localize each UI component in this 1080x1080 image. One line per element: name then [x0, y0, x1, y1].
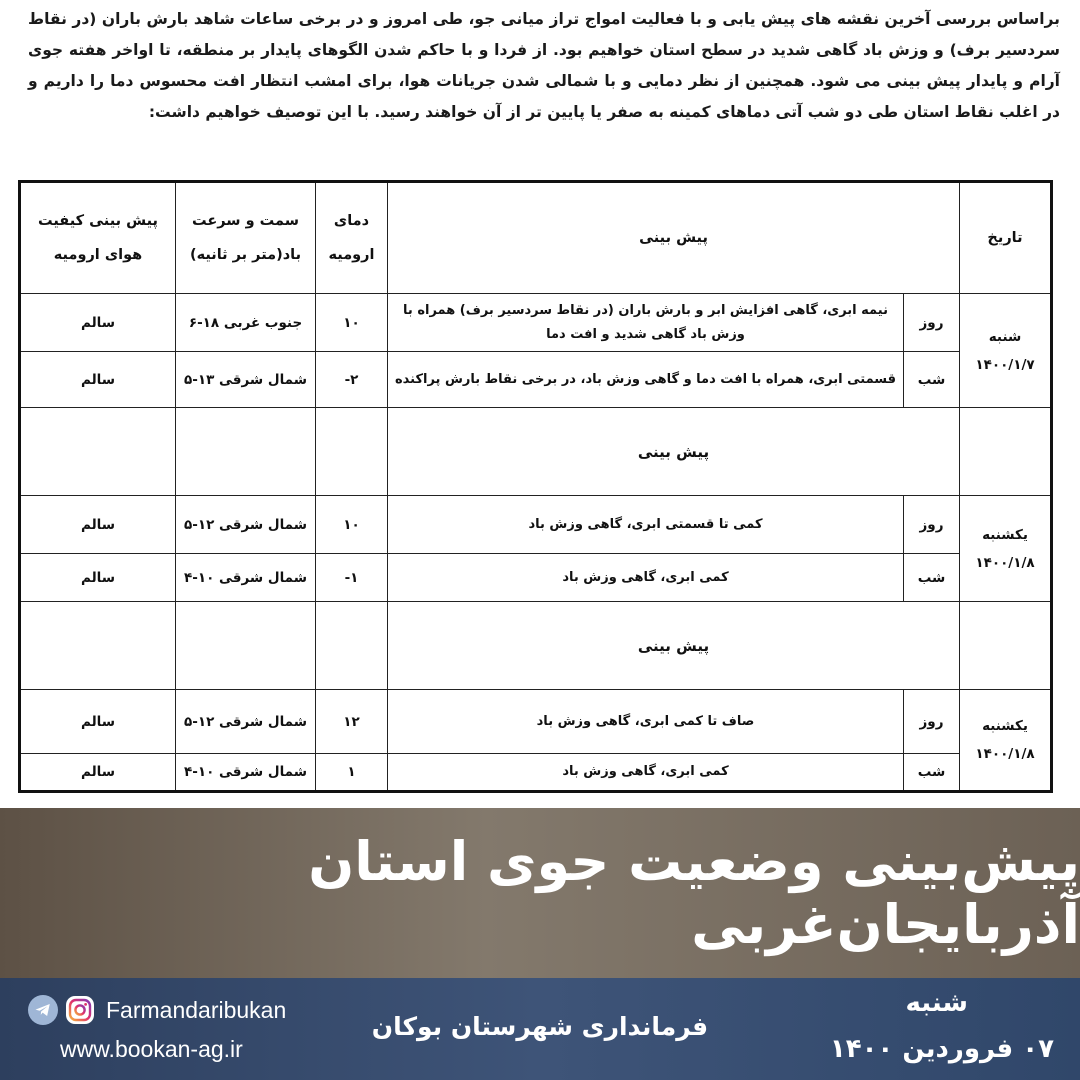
forecast-cell: کمی ابری، گاهی وزش باد	[388, 554, 904, 602]
date-cell: شنبه ۱۴۰۰/۱/۷	[960, 294, 1052, 408]
period-cell: شب	[904, 554, 960, 602]
header-temp: دمای ارومیه	[316, 182, 388, 294]
date-cell: یکشنبه ۱۴۰۰/۱/۸	[960, 690, 1052, 792]
period-cell: روز	[904, 294, 960, 352]
empty-cell	[960, 602, 1052, 690]
footer-day: شنبه	[905, 988, 968, 1018]
forecast-cell: نیمه ابری، گاهی افزایش ابر و بارش باران (در نقاط سردسیر برف) همراه با وزش باد گاهی شدید و افت دما	[388, 294, 904, 352]
air-quality-cell: سالم	[20, 496, 176, 554]
empty-cell	[20, 602, 176, 690]
air-quality-cell: سالم	[20, 554, 176, 602]
table-row	[20, 352, 1052, 408]
period-cell: شب	[904, 754, 960, 792]
website-link[interactable]: www.bookan-ag.ir	[60, 1036, 243, 1062]
empty-cell	[316, 602, 388, 690]
section-label: پیش بینی	[388, 408, 960, 496]
empty-cell	[960, 408, 1052, 496]
wind-cell: شمال شرقی ۱۰-۴	[176, 554, 316, 602]
temp-cell: ۲-	[316, 352, 388, 408]
table-row	[20, 496, 1052, 554]
forecast-cell: کمی تا قسمتی ابری، گاهی وزش باد	[388, 496, 904, 554]
header-date: تاریخ	[960, 182, 1052, 294]
intro-paragraph: براساس بررسی آخرین نقشه های پیش یابی و با فعالیت امواج تراز میانی جو، طی امروز و در برخی ساعات شاهد بارش باران (در نقاط سردسیر برف) و وزش باد گاهی شدید در سطح استان خواهیم بود. از فردا و با حاکم شدن الگوهای پایدار بر منطقه، تا اواخر هفته جوی آرام و پایدار پیش بینی می شود. همچنین از نظر دمایی و با شمالی شدن جریانات هوا، برای امشب انتظار افت محسوس دما را داریم و در اغلب نقاط استان طی دو شب آتی دماهای کمینه به صفر یا پایین تر از آن خواهند رسید. با این توصیف خواهیم داشت:	[28, 10, 1060, 121]
wind-cell: شمال شرقی ۱۲-۵	[176, 690, 316, 754]
empty-cell	[176, 408, 316, 496]
air-quality-cell: سالم	[20, 352, 176, 408]
empty-cell	[176, 602, 316, 690]
header-forecast: پیش بینی	[388, 182, 960, 294]
headline-banner	[0, 808, 1080, 978]
period-cell: روز	[904, 496, 960, 554]
headline-title: پیش‌بینی وضعیت جوی استان آذربایجان‌غربی	[308, 830, 1080, 956]
temp-cell: ۱۰	[316, 294, 388, 352]
date-cell: یکشنبه ۱۴۰۰/۱/۸	[960, 496, 1052, 602]
table-section-row	[20, 602, 1052, 690]
organization-name: فرمانداری شهرستان بوکان	[371, 1012, 709, 1041]
period-cell: شب	[904, 352, 960, 408]
air-quality-cell: سالم	[20, 690, 176, 754]
forecast-cell: صاف تا کمی ابری، گاهی وزش باد	[388, 690, 904, 754]
air-quality-cell: سالم	[20, 754, 176, 792]
footer-date: ۰۷ فروردین ۱۴۰۰	[829, 1034, 1054, 1064]
empty-cell	[316, 408, 388, 496]
instagram-icon[interactable]	[66, 996, 94, 1024]
air-quality-cell: سالم	[20, 294, 176, 352]
social-links	[28, 994, 286, 1026]
table-row	[20, 754, 1052, 792]
table-row	[20, 294, 1052, 352]
period-cell: روز	[904, 690, 960, 754]
table-section-row	[20, 408, 1052, 496]
header-wind: سمت و سرعت باد(متر بر ثانیه)	[176, 182, 316, 294]
table-row	[20, 690, 1052, 754]
social-handle[interactable]: Farmandaribukan	[106, 996, 287, 1023]
table-header-row	[20, 182, 1052, 294]
temp-cell: ۱	[316, 754, 388, 792]
section-label: پیش بینی	[388, 602, 960, 690]
forecast-cell: قسمتی ابری، همراه با افت دما و گاهی وزش باد، در برخی نقاط بارش پراکنده	[388, 352, 904, 408]
header-air-quality: پیش بینی کیفیت هوای ارومیه	[20, 182, 176, 294]
wind-cell: جنوب غربی ۱۸-۶	[176, 294, 316, 352]
telegram-icon[interactable]	[28, 995, 58, 1025]
wind-cell: شمال شرقی ۱۳-۵	[176, 352, 316, 408]
wind-cell: شمال شرقی ۱۲-۵	[176, 496, 316, 554]
temp-cell: ۱-	[316, 554, 388, 602]
wind-cell: شمال شرقی ۱۰-۴	[176, 754, 316, 792]
temp-cell: ۱۰	[316, 496, 388, 554]
forecast-cell: کمی ابری، گاهی وزش باد	[388, 754, 904, 792]
empty-cell	[20, 408, 176, 496]
footer-bar	[0, 978, 1080, 1080]
table-row	[20, 554, 1052, 602]
forecast-table	[18, 180, 1053, 793]
temp-cell: ۱۲	[316, 690, 388, 754]
